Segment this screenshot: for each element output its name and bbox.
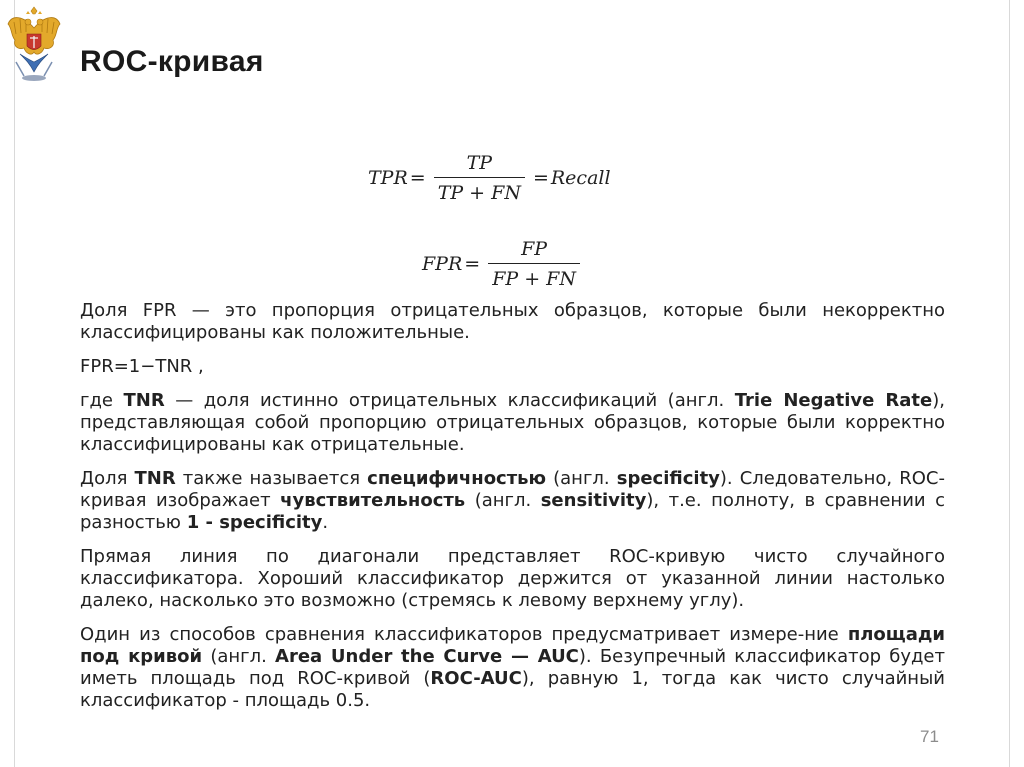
- tpr-formula: [368, 152, 611, 204]
- term-sensitivity: sensitivity: [540, 490, 647, 511]
- term-tnr: TNR: [134, 468, 176, 489]
- left-edge-line: [14, 0, 15, 767]
- paragraph-diagonal: Прямая линия по диагонали представляет ROC-кривую чисто случайного классификатора. Хороший классификатор держится от указанной линии настолько далеко, насколько это возможно (стремясь к левому верхнему углу).: [80, 546, 945, 611]
- paragraph-fpr-definition: Доля FPR — это пропорция отрицательных образцов, которые были некорректно классифицированы как положительные.: [80, 300, 945, 343]
- term-specificity: specificity: [616, 468, 720, 489]
- paragraph-specificity: Доля TNR также называется специфичностью (англ. specificity). Следовательно, ROC-кривая изображает чувствительность (англ. sensitivity), т.е. полноту, в сравнении с разностью 1 - specificity.: [80, 468, 945, 533]
- equals-sign: =: [464, 253, 481, 275]
- term-area-under-curve: Area Under the Curve — AUC: [275, 646, 579, 667]
- right-edge-line: [1009, 0, 1010, 767]
- paragraph-auc: Один из способов сравнения классификаторов предусматривает измере-ние площади под кривой (англ. Area Under the Curve — AUC). Безупречный классификатор будет иметь площадь под ROC-кривой (ROC-AUC), равную 1, тогда как чисто случайный классификатор - площадь 0.5.: [80, 624, 945, 711]
- tpr-rhs: Recall: [550, 167, 611, 189]
- equals-sign: =: [409, 167, 426, 189]
- tpr-lhs: TPR: [368, 167, 408, 189]
- term-specificity-ru: специфичностью: [367, 468, 547, 489]
- paragraph-fpr-equation: FPR=1−TNR ,: [80, 356, 204, 377]
- eagle-emblem-icon: [6, 6, 62, 84]
- tpr-fraction: [434, 152, 525, 204]
- term-sensitivity-ru: чувствительность: [280, 490, 466, 511]
- fpr-denominator: FP + FN: [488, 263, 580, 290]
- term-true-negative-rate: Trie Negative Rate: [734, 390, 933, 411]
- page-number: 71: [920, 727, 939, 746]
- term-tnr: TNR: [123, 390, 165, 411]
- term-area-under-curve-ru: площади под кривой: [80, 624, 945, 667]
- equals-sign: =: [532, 167, 549, 189]
- paragraph-tnr-definition: где TNR — доля истинно отрицательных классификаций (англ. Trie Negative Rate), представляющая собой пропорцию отрицательных образцов, которые были корректно классифицированы как отрицательные.: [80, 390, 945, 455]
- fpr-lhs: FPR: [422, 253, 463, 275]
- slide-title: ROC-кривая: [80, 45, 264, 78]
- term-one-minus-specificity: 1 - specificity: [186, 512, 323, 533]
- tpr-denominator: TP + FN: [434, 177, 525, 204]
- fpr-fraction: [488, 238, 580, 290]
- term-roc-auc: ROC-AUC: [430, 668, 522, 689]
- fpr-numerator: FP: [521, 238, 548, 260]
- slide-body: [80, 300, 945, 724]
- fpr-formula: [422, 238, 586, 290]
- tpr-numerator: TP: [466, 152, 493, 174]
